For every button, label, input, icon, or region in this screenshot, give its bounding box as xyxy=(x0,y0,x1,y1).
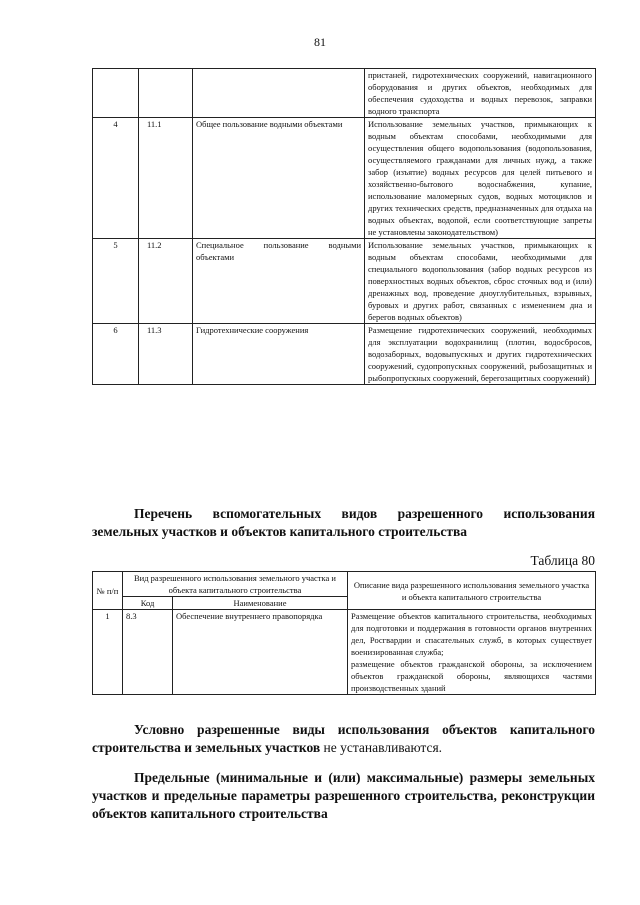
paragraph-text: не устанавливаются. xyxy=(320,740,443,755)
row-number: 1 xyxy=(93,610,123,695)
land-use-table-continued xyxy=(92,68,596,385)
description-cell: Размещение гидротехнических сооружений, необходимых для эксплуатации водохранилищ (плотин, водосбросов, водозаборных, водовыпускных и других гидротехнических сооружений, судопропускных сооружений, рыбозащитных и рыбопропускных сооружений, берегозащитных сооружений) xyxy=(365,324,596,385)
code-cell: 8.3 xyxy=(123,610,173,695)
code-cell: 11.2 xyxy=(139,239,193,324)
paragraph-bold-text: Условно разрешенные виды использования объектов капитального строительства и земельных участков xyxy=(92,722,595,755)
section-heading: Перечень вспомогательных видов разрешенного использования земельных участков и объектов капитального строительства xyxy=(92,506,595,539)
code-cell: 11.1 xyxy=(139,118,193,239)
auxiliary-use-table xyxy=(92,571,596,695)
page-number: 81 xyxy=(314,35,326,49)
row-number: 5 xyxy=(93,239,139,324)
table-row xyxy=(93,610,596,695)
conditional-uses-paragraph xyxy=(92,721,595,757)
name-cell: Специальное пользование водными объектами xyxy=(193,239,365,324)
table-row xyxy=(93,239,596,324)
description-part: Размещение объектов капитального строительства, необходимых для подготовки и поддержания в готовности органов внутренних дел, Росгвардии и спасательных служб, в которых существует военизированная служба; xyxy=(351,611,592,657)
description-part: размещение объектов гражданской обороны, за исключением объектов гражданской обороны, являющихся частями производственных зданий xyxy=(351,659,592,693)
description-cell: Использование земельных участков, примыкающих к водным объектам способами, необходимыми для осуществления общего водопользования (водопользования, осуществляемого гражданами для личных нужд, а также забор (изъятие) водных ресурсов для целей питьевого и хозяйственно-бытового водоснабжения, купание, использование маломерных судов, водных мотоциклов и других технических средств, предназначенных для отдыха на водных объектах, водопой, если соответствующие запреты не установлены законодательством) xyxy=(365,118,596,239)
table-row xyxy=(93,118,596,239)
row-number: 4 xyxy=(93,118,139,239)
table-caption: Таблица 80 xyxy=(530,553,595,568)
name-cell: Общее пользование водными объектами xyxy=(193,118,365,239)
description-cell xyxy=(348,610,596,695)
header-kind: Вид разрешенного использования земельного участка и объекта капитального строительства xyxy=(123,572,348,597)
header-description: Описание вида разрешенного использования земельного участка и объекта капитального строительства xyxy=(348,572,596,610)
header-code: Код xyxy=(123,597,173,610)
section-heading: Предельные (минимальные и (или) максимальные) размеры земельных участков и предельные параметры разрешенного строительства, реконструкции объектов капитального строительства xyxy=(92,770,595,821)
table-row xyxy=(93,324,596,385)
table-header-row xyxy=(93,572,596,597)
description-cell: пристаней, гидротехнических сооружений, навигационного оборудования и других объектов, необходимых для обеспечения судоходства и водных перевозок, заправки водного транспорта xyxy=(365,69,596,118)
name-cell: Гидротехнические сооружения xyxy=(193,324,365,385)
description-cell: Использование земельных участков, примыкающих к водным объектам способами, необходимыми для специального водопользования (забор водных ресурсов из поверхностных водных объектов, сброс сточных вод и (или) дренажных вод, проведение дноуглубительных, взрывных, буровых и других работ, связанных с изменением дна и берегов водных объектов) xyxy=(365,239,596,324)
table-row xyxy=(93,69,596,118)
code-cell: 11.3 xyxy=(139,324,193,385)
row-number: 6 xyxy=(93,324,139,385)
header-name: Наименование xyxy=(173,597,348,610)
header-number: № п/п xyxy=(93,572,123,610)
name-cell: Обеспечение внутреннего правопорядка xyxy=(173,610,348,695)
